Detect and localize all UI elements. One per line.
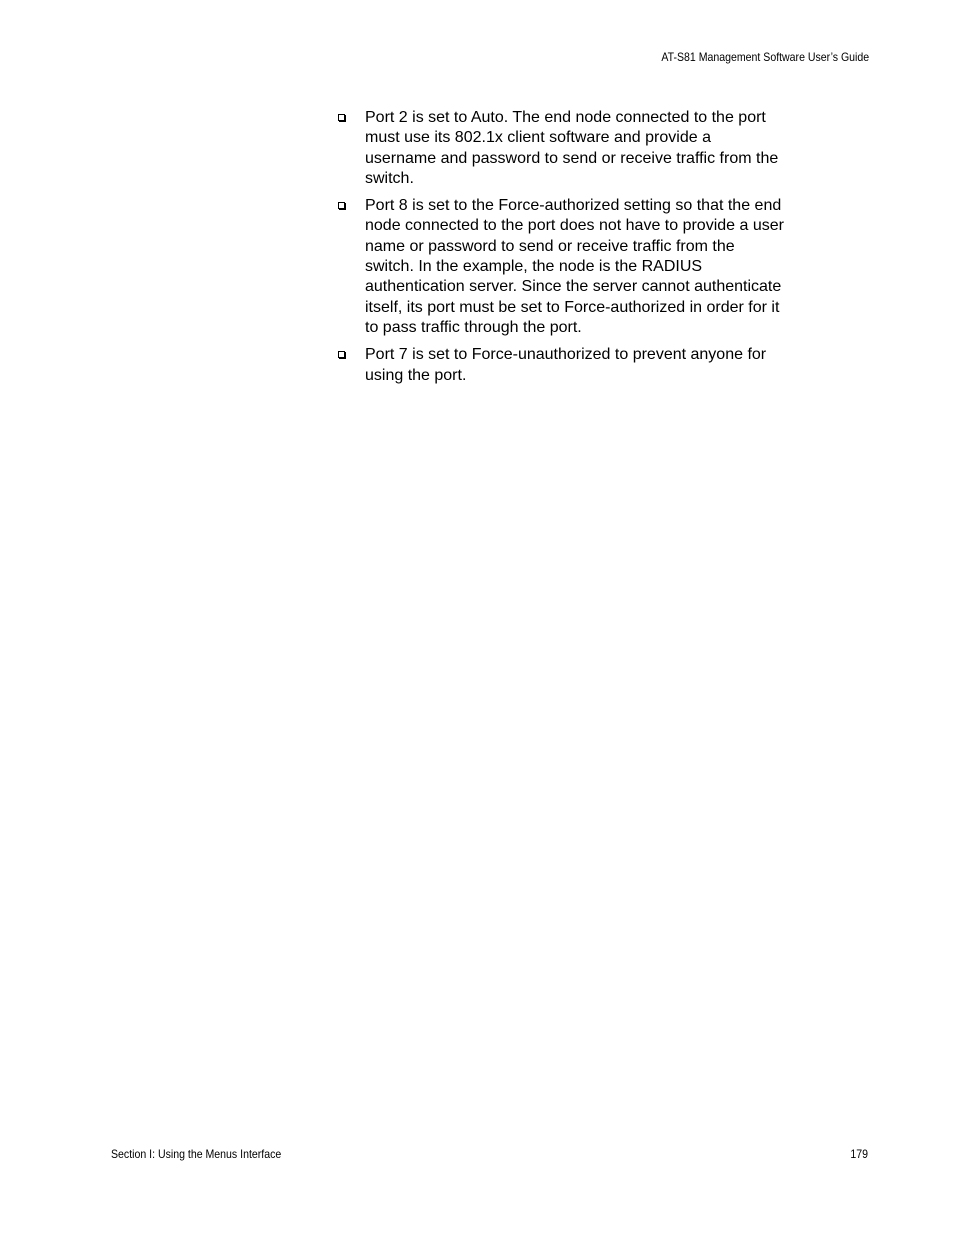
footer-section-title: Section I: Using the Menus Interface bbox=[111, 1147, 282, 1161]
list-item bbox=[336, 108, 786, 189]
checkbox-bullet-icon bbox=[338, 202, 345, 209]
running-header: AT-S81 Management Software User’s Guide bbox=[661, 50, 869, 64]
list-item-text: Port 8 is set to the Force-authorized setting so that the end node connected to the port does not have to provide a user name or password to send or receive traffic from the switch. In the example, the node is the RADIUS authentication server. Since the server cannot authenticate itself, its port must be set to Force-authorized in order for it to pass traffic through the port. bbox=[365, 197, 784, 336]
checkbox-bullet-icon bbox=[338, 114, 345, 121]
list-item-text: Port 2 is set to Auto. The end node connected to the port must use its 802.1x client software and provide a username and password to send or receive traffic from the switch. bbox=[365, 109, 779, 187]
bullet-list bbox=[336, 108, 786, 386]
page-number: 179 bbox=[850, 1147, 868, 1161]
list-item bbox=[336, 196, 786, 338]
list-item bbox=[336, 345, 786, 386]
list-item-text: Port 7 is set to Force-unauthorized to prevent anyone for using the port. bbox=[365, 346, 767, 384]
body-content bbox=[336, 108, 786, 393]
checkbox-bullet-icon bbox=[338, 351, 345, 358]
